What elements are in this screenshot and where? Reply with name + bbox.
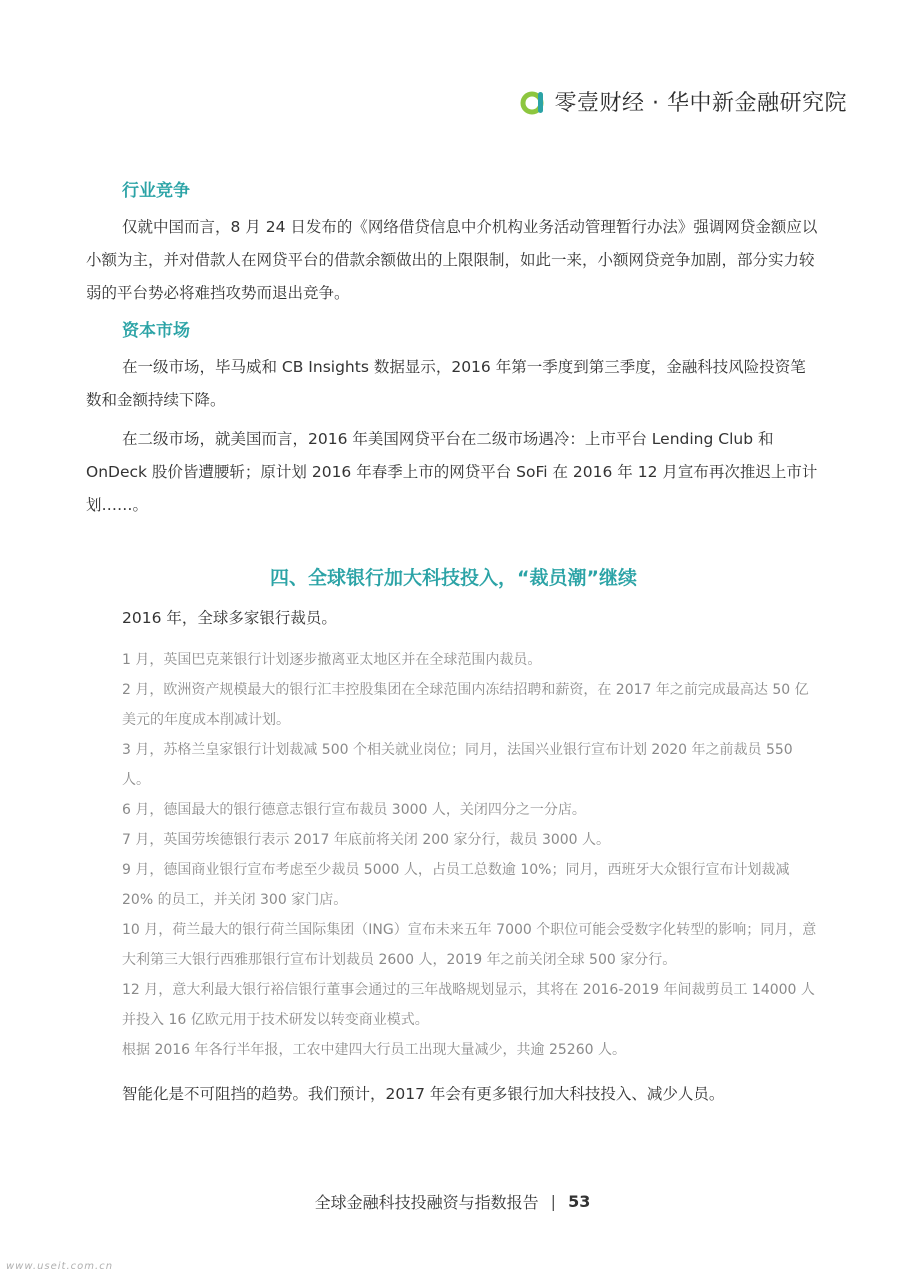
month-item: 1 月，英国巴克莱银行计划逐步撤离亚太地区并在全球范围内裁员。 (122, 652, 542, 668)
section-title-capital: 资本市场 (122, 321, 190, 341)
banks-intro: 2016 年，全球多家银行裁员。 (122, 609, 337, 627)
paragraph-secondary-market: 在二级市场，就美国而言，2016 年美国网贷平台在二级市场遇冷：上市平台 Lending Club 和 OnDeck 股价皆遭腰斩；原计划 2016 年春季上市的网贷平台 SoFi 在 2016 年 12 月宣布再次推迟上市计划……。 (86, 430, 818, 514)
section-title-banks: 四、全球银行加大科技投入，“裁员潮”继续 (270, 567, 637, 589)
watermark: www.useit.com.cn (6, 1261, 114, 1272)
brand-name: 零壹财经 · 华中新金融研究院 (554, 91, 847, 116)
paragraph-primary-market: 在一级市场，毕马威和 CB Insights 数据显示，2016 年第一季度到第三季度，金融科技风险投资笔数和金额持续下降。 (86, 358, 806, 409)
footer-separator: | (550, 1192, 557, 1211)
month-item: 6 月，德国最大的银行德意志银行宣布裁员 3000 人，关闭四分之一分店。 (122, 802, 586, 818)
month-item: 7 月，英国劳埃德银行表示 2017 年底前将关闭 200 家分行，裁员 3000 人。 (122, 832, 611, 848)
month-item: 3 月，苏格兰皇家银行计划裁减 500 个相关就业岗位；同月，法国兴业银行宣布计划 2020 年之前裁员 550 人。 (122, 742, 793, 788)
page-footer (0, 1190, 905, 1213)
banks-conclusion: 智能化是不可阻挡的趋势。我们预计，2017 年会有更多银行加大科技投入、减少人员。 (122, 1085, 725, 1103)
paragraph-competition: 仅就中国而言，8 月 24 日发布的《网络借贷信息中介机构业务活动管理暂行办法》强调网贷金额应以小额为主，并对借款人在网贷平台的借款余额做出的上限限制，如此一来，小额网贷竞争加剧，部分实力较弱的平台势必将难挡攻势而退出竞争。 (86, 218, 818, 302)
month-item: 2 月，欧洲资产规模最大的银行汇丰控股集团在全球范围内冻结招聘和薪资，在 2017 年之前完成最高达 50 亿美元的年度成本削减计划。 (122, 682, 809, 728)
month-item: 10 月，荷兰最大的银行荷兰国际集团（ING）宣布未来五年 7000 个职位可能会受数字化转型的影响；同月，意大利第三大银行西雅那银行宣布计划裁员 2600 人，2019 年之前关闭全球 500 家分行。 (122, 922, 817, 968)
page-header (519, 86, 847, 117)
month-item: 根据 2016 年各行半年报，工农中建四大行员工出现大量减少，共逾 25260 人。 (122, 1042, 626, 1058)
brand-logo-icon (519, 88, 547, 116)
section-title-competition: 行业竞争 (122, 181, 190, 201)
month-item: 9 月，德国商业银行宣布考虑至少裁员 5000 人，占员工总数逾 10%；同月，西班牙大众银行宣布计划裁减 20% 的员工，并关闭 300 家门店。 (122, 862, 790, 908)
page-number: 53 (568, 1192, 591, 1211)
month-item: 12 月，意大利最大银行裕信银行董事会通过的三年战略规划显示，其将在 2016-2019 年间裁剪员工 14000 人并投入 16 亿欧元用于技术研发以转变商业模式。 (122, 982, 815, 1028)
report-title: 全球金融科技投融资与指数报告 (314, 1193, 539, 1212)
